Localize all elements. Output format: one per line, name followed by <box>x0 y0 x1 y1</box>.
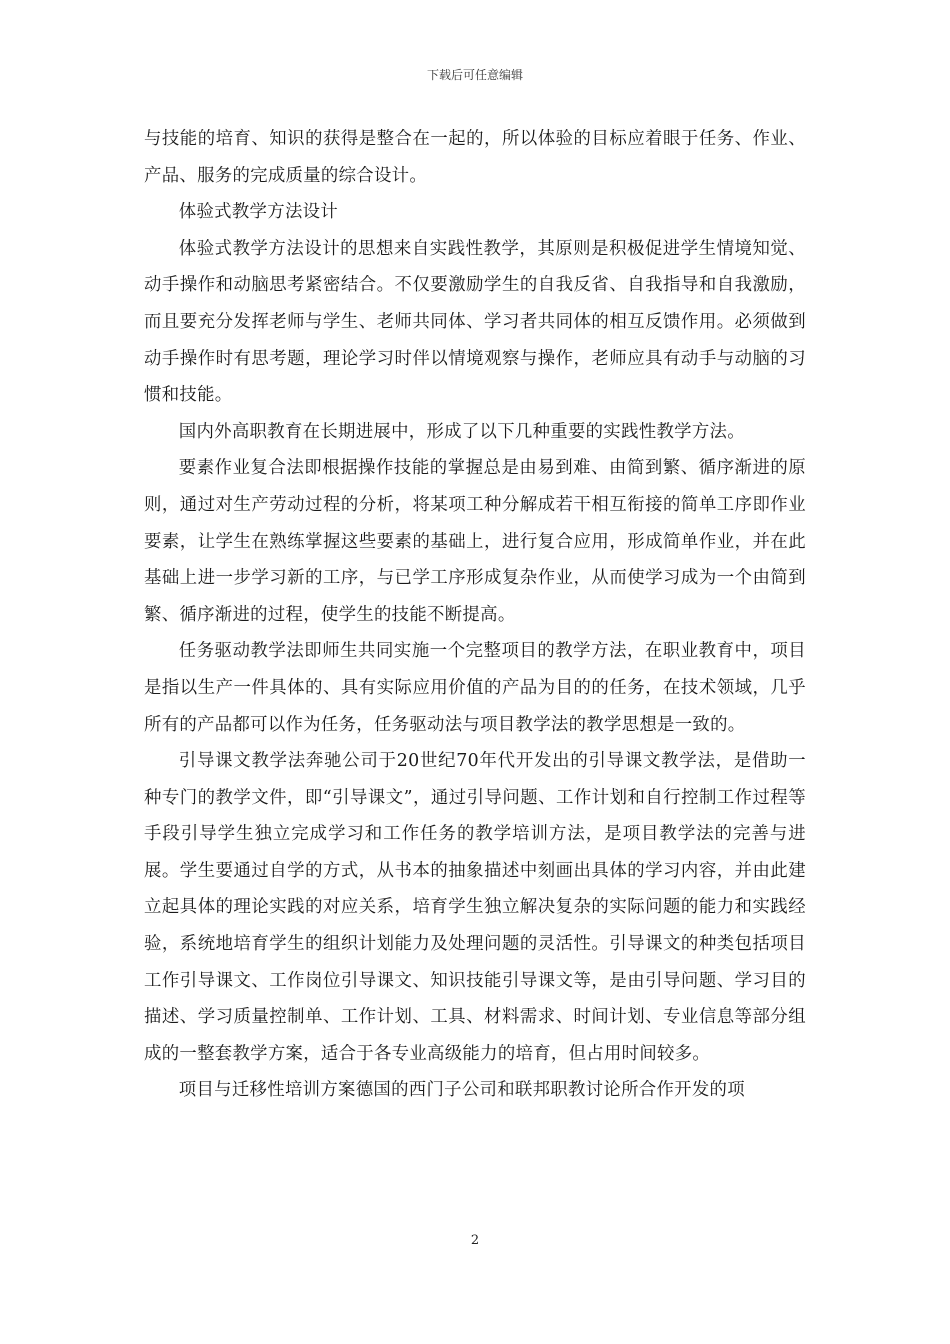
paragraph: 要素作业复合法即根据操作技能的掌握总是由易到难、由简到繁、循序渐进的原则，通过对生产劳动过程的分析，将某项工种分解成若干相互衔接的简单工序即作业要素，让学生在熟练掌握这些要素的基础上，进行复合应用，形成简单作业，并在此基础上进一步学习新的工序，与已学工序形成复杂作业，从而使学习成为一个由简到繁、循序渐进的过程，使学生的技能不断提高。 <box>144 458 806 625</box>
section-heading: 体验式教学方法设计 <box>178 202 339 223</box>
paragraph: 任务驱动教学法即师生共同实施一个完整项目的教学方法，在职业教育中，项目是指以生产一件具体的、具有实际应用价值的产品为目的的任务，在技术领域，几乎所有的产品都可以作为任务，任务驱动法与项目教学法的教学思想是一致的。 <box>144 641 806 735</box>
page-header: 下载后可任意编辑 <box>426 68 523 82</box>
body-text <box>144 121 806 1109</box>
paragraph: 引导课文教学法奔驰公司于20世纪70年代开发出的引导课文教学法，是借助一种专门的教学文件，即“引导课文”，通过引导问题、工作计划和自行控制工作过程等手段引导学生独立完成学习和工作任务的教学培训方法，是项目教学法的完善与进展。学生要通过自学的方式，从书本的抽象描述中刻画出具体的学习内容，并由此建立起具体的理论实践的对应关系，培育学生独立解决复杂的实际问题的能力和实践经验，系统地培育学生的组织计划能力及处理问题的灵活性。引导课文的种类包括项目工作引导课文、工作岗位引导课文、知识技能引导课文等，是由引导问题、学习目的描述、学习质量控制单、工作计划、工具、材料需求、时间计划、专业信息等部分组成的一整套教学方案，适合于各专业高级能力的培育，但占用时间较多。 <box>144 751 806 1064</box>
page-number: 2 <box>470 1233 480 1248</box>
paragraph: 体验式教学方法设计的思想来自实践性教学，其原则是积极促进学生情境知觉、动手操作和动脑思考紧密结合。不仅要激励学生的自我反省、自我指导和自我激励，而且要充分发挥老师与学生、老师共同体、学习者共同体的相互反馈作用。必须做到动手操作时有思考题，理论学习时伴以情境观察与操作，老师应具有动手与动脑的习惯和技能。 <box>144 238 806 406</box>
paragraph: 项目与迁移性培训方案德国的西门子公司和联邦职教讨论所合作开发的项 <box>178 1080 745 1101</box>
paragraph: 与技能的培育、知识的获得是整合在一起的，所以体验的目标应着眼于任务、作业、产品、服务的完成质量的综合设计。 <box>144 129 806 186</box>
paragraph: 国内外高职教育在长期进展中，形成了以下几种重要的实践性教学方法。 <box>178 421 745 442</box>
